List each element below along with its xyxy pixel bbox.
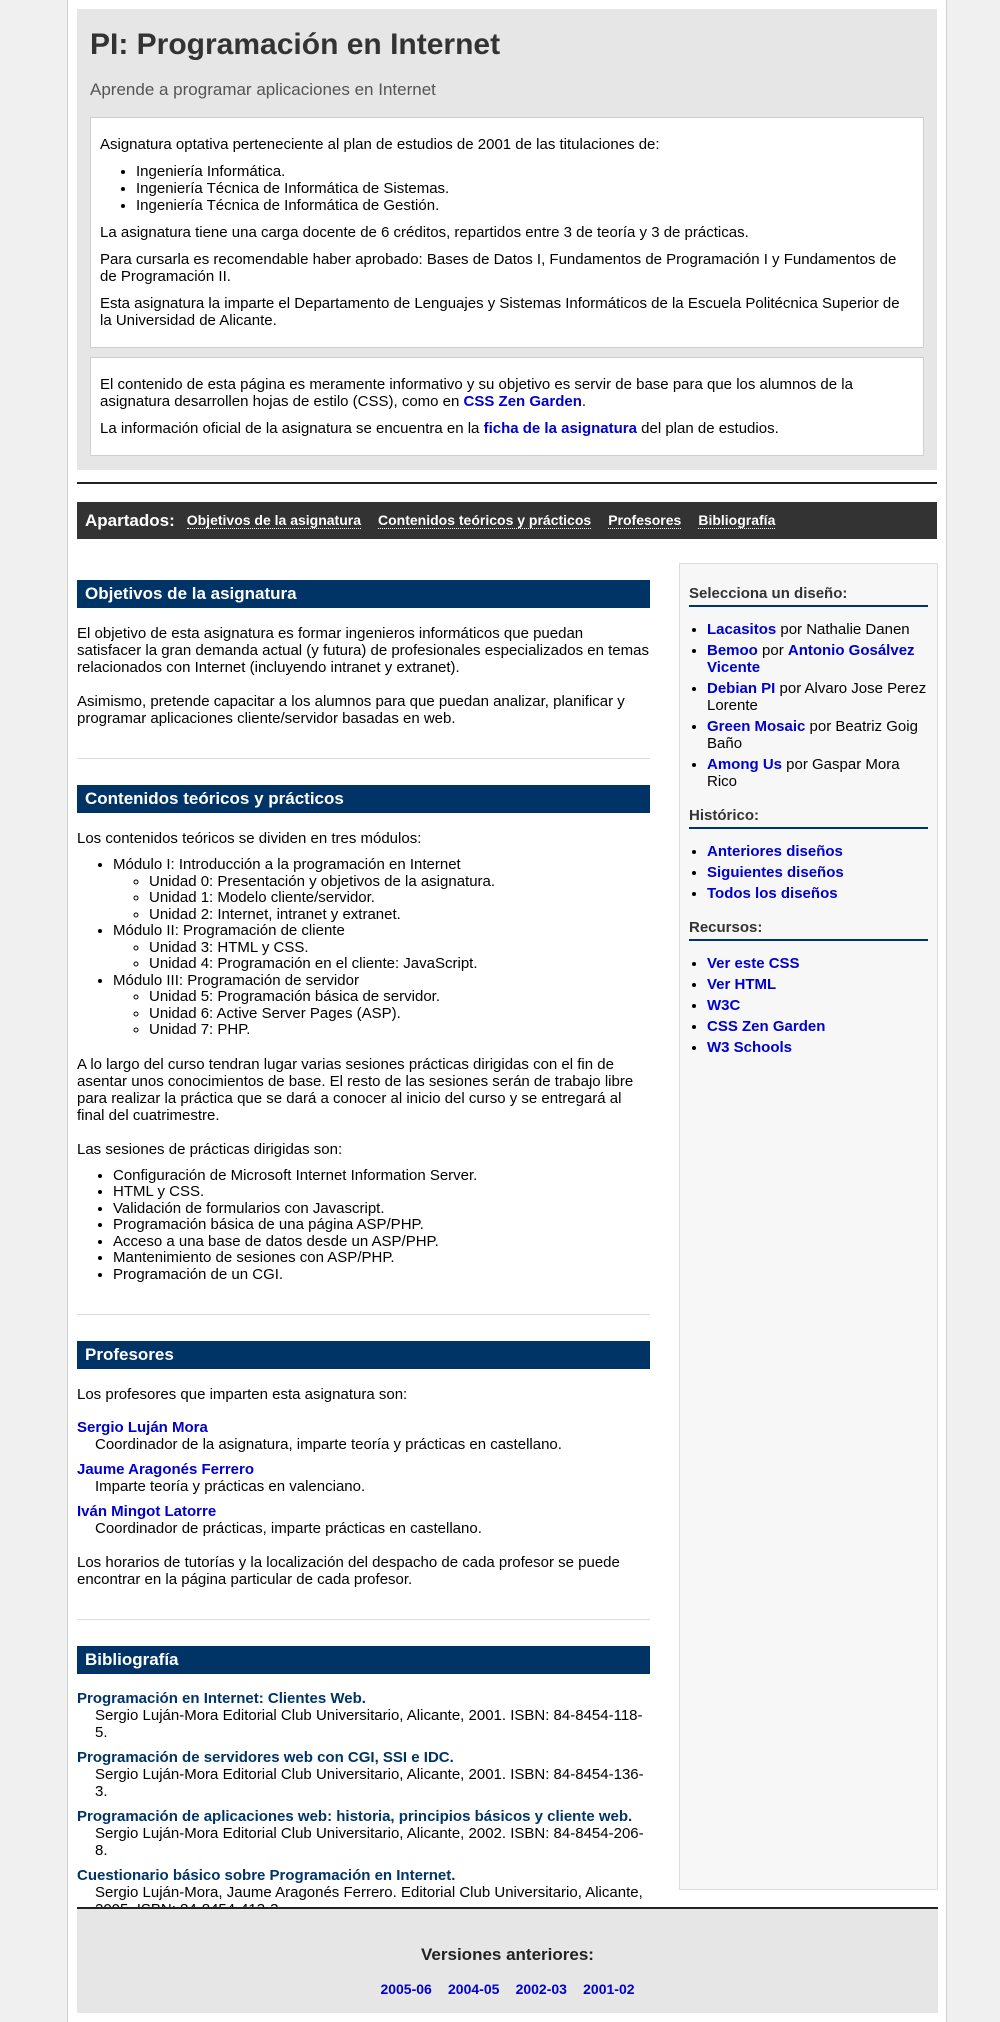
resource-link[interactable]: W3 Schools: [707, 1039, 793, 1056]
version-link[interactable]: 2005-06: [380, 1981, 432, 1997]
design-link[interactable]: Green Mosaic: [707, 718, 806, 735]
version-link[interactable]: 2001-02: [583, 1981, 635, 1997]
resources-heading: Recursos:: [689, 918, 928, 941]
history-heading: Histórico:: [689, 806, 928, 829]
nav-item-bibliografia[interactable]: Bibliografía: [698, 512, 776, 528]
official-info-text: La información oficial de la asignatura se encuentra en la ficha de la asignatura del plan de estudios.: [100, 420, 779, 437]
nav-label: Apartados:: [85, 510, 175, 530]
book-link[interactable]: Programación en Internet: Clientes Web.: [77, 1690, 366, 1707]
book-desc: Sergio Luján-Mora, Jaume Aragonés Ferrero. Editorial Club Universitario, Alicante,: [95, 1884, 643, 1901]
paragraph: El objetivo de esta asignatura es formar ingenieros informáticos que puedan satisfacer la gran demanda actual (y futura) de profesionales especializados en temas relacionados con Internet (incluyendo intranet y extranet).: [77, 625, 649, 676]
version-link[interactable]: 2004-05: [448, 1981, 500, 1997]
design-link[interactable]: Debian PI: [707, 680, 776, 697]
professor-link[interactable]: Sergio Luján Mora: [77, 1419, 208, 1436]
prerequisites-text: Para cursarla es recomendable haber aprobado: Bases de Datos I, Fundamentos de Programación I y Fundamentos de de Programación II.: [100, 251, 897, 285]
session-item: • Programación de un CGI.: [113, 1267, 650, 1284]
unit-item: ◦ Unidad 4: Programación en el cliente: JavaScript.: [149, 956, 650, 973]
unit-item: ◦ Unidad 7: PHP.: [149, 1022, 650, 1039]
sidebar: [679, 563, 938, 1890]
session-list: [77, 1168, 650, 1284]
unit-item: ◦ Unidad 1: Modelo cliente/servidor.: [149, 890, 650, 907]
nav-item-profesores[interactable]: Profesores: [608, 512, 682, 528]
design-author: Beatriz Goig Baño: [707, 718, 918, 752]
design-list: [689, 621, 928, 790]
css-zen-garden-link[interactable]: CSS Zen Garden: [463, 393, 582, 410]
session-item: • Programación básica de una página ASP/PHP.: [113, 1217, 650, 1234]
professor-desc: Coordinador de la asignatura, imparte teoría y prácticas en castellano.: [95, 1436, 562, 1453]
paragraph: Los profesores que imparten esta asignatura son:: [77, 1386, 408, 1403]
footer: [77, 1907, 938, 2013]
resource-link[interactable]: W3C: [707, 997, 741, 1014]
resource-link[interactable]: Ver HTML: [707, 976, 777, 993]
resource-link[interactable]: Ver este CSS: [707, 955, 800, 972]
design-item: • Lacasitos por Nathalie Danen: [707, 621, 928, 638]
professor-desc: Imparte teoría y prácticas en valenciano.: [95, 1478, 366, 1495]
degree-item: • Ingeniería Técnica de Informática de Gestión.: [136, 197, 914, 214]
section-divider: [77, 758, 650, 759]
previous-versions: [77, 1981, 938, 1998]
professor-link[interactable]: Iván Mingot Latorre: [77, 1503, 217, 1520]
section-divider: [77, 1619, 650, 1620]
page: [67, 0, 947, 2022]
session-item: • HTML y CSS.: [113, 1184, 650, 1201]
divider: [77, 482, 937, 484]
design-author: Alvaro Jose Perez Lorente: [707, 680, 927, 714]
design-author-link[interactable]: Antonio Gosálvez Vicente: [707, 642, 915, 676]
session-item: • Mantenimiento de sesiones con ASP/PHP.: [113, 1250, 650, 1267]
unit-item: ◦ Unidad 3: HTML y CSS.: [149, 940, 650, 957]
nav-item-objetivos[interactable]: Objetivos de la asignatura: [186, 512, 362, 528]
intro-box: [90, 117, 924, 348]
section-objetivos: [77, 580, 650, 759]
paragraph: Asimismo, pretende capacitar a los alumnos para que puedan analizar, planificar y programar aplicaciones cliente/servidor basadas en web.: [77, 693, 625, 727]
header: [77, 9, 937, 470]
professor-list: [77, 1419, 650, 1537]
module-item: • Módulo II: Programación de cliente ◦ Unidad 3: HTML y CSS. ◦ Unidad 4: Programación en el cliente: JavaScript.: [113, 923, 650, 973]
section-divider: [77, 1314, 650, 1315]
paragraph: Los horarios de tutorías y la localización del despacho de cada profesor se puede encontrar en la página particular de cada profesor.: [77, 1554, 620, 1588]
design-item: • Bemoo por Antonio Gosálvez Vicente: [707, 642, 928, 676]
notice-text: El contenido de esta página es meramente informativo y su objetivo es servir de base para que los alumnos de la asignatura desarrollen hojas de estilo (CSS), como en CSS Zen Garden.: [100, 376, 853, 410]
section-contenidos: [77, 785, 650, 1315]
paragraph: A lo largo del curso tendran lugar varias sesiones prácticas dirigidas con el fin de asentar unos conocimientos de base. El resto de las sesiones serán de trabajo libre para realizar la práctica que se dará a conocer al inicio del curso y se entregará al final del cuatrimestre.: [77, 1055, 634, 1124]
module-item: • Módulo I: Introducción a la programación en Internet ◦ Unidad 0: Presentación y objetivos de la asignatura. ◦ Unidad 1: Modelo cliente/servidor. ◦ Unidad 2: Internet, intranet y extranet.: [113, 857, 650, 923]
design-item: • Debian PI por Alvaro Jose Perez Lorente: [707, 680, 928, 714]
footer-title: Versiones anteriores:: [421, 1945, 594, 1964]
resource-link[interactable]: CSS Zen Garden: [707, 1018, 826, 1035]
history-link[interactable]: Siguientes diseños: [707, 864, 844, 881]
nav-item-contenidos[interactable]: Contenidos teóricos y prácticos: [378, 512, 592, 528]
unit-item: ◦ Unidad 2: Internet, intranet y extranet.: [149, 907, 650, 924]
degree-item: • Ingeniería Técnica de Informática de Sistemas.: [136, 180, 914, 197]
history-link[interactable]: Anteriores diseños: [707, 843, 843, 860]
version-link[interactable]: 2002-03: [515, 1981, 567, 1997]
history-list: [689, 843, 928, 902]
design-link[interactable]: Among Us: [707, 756, 782, 773]
paragraph: Las sesiones de prácticas dirigidas son:: [77, 1140, 343, 1158]
degree-list: [100, 163, 914, 214]
session-item: • Configuración de Microsoft Internet Information Server.: [113, 1168, 650, 1185]
section-bibliografia: [77, 1646, 650, 1950]
ficha-link[interactable]: ficha de la asignatura: [483, 420, 637, 437]
intro-text: Asignatura optativa perteneciente al plan de estudios de 2001 de las titulaciones de:: [100, 136, 660, 153]
design-item: • Green Mosaic por Beatriz Goig Baño: [707, 718, 928, 752]
design-link[interactable]: Lacasitos: [707, 621, 777, 638]
section-title: Bibliografía: [77, 1646, 650, 1674]
notice-box: [90, 357, 924, 456]
design-author: Nathalie Danen: [806, 621, 910, 638]
book-link[interactable]: Programación de servidores web con CGI, SSI e IDC.: [77, 1749, 454, 1766]
nav-bar: [77, 502, 937, 539]
book-desc: Sergio Luján-Mora Editorial Club Universitario, Alicante, 2001. ISBN: 84-8454-136-3.: [95, 1766, 644, 1800]
unit-item: ◦ Unidad 0: Presentación y objetivos de la asignatura.: [149, 874, 650, 891]
session-item: • Acceso a una base de datos desde un ASP/PHP.: [113, 1234, 650, 1251]
book-link[interactable]: Programación de aplicaciones web: historia, principios básicos y cliente web.: [77, 1808, 633, 1825]
section-profesores: [77, 1341, 650, 1620]
paragraph: Los contenidos teóricos se dividen en tres módulos:: [77, 830, 422, 847]
unit-item: ◦ Unidad 6: Active Server Pages (ASP).: [149, 1006, 650, 1023]
main-content: [77, 580, 650, 1976]
section-title: Profesores: [77, 1341, 650, 1369]
module-list: [77, 857, 650, 1039]
book-link[interactable]: Cuestionario básico sobre Programación en Internet.: [77, 1867, 456, 1884]
module-item: • Módulo III: Programación de servidor ◦ Unidad 5: Programación básica de servidor. ◦ Unidad 6: Active Server Pages (ASP). ◦ Unidad 7: PHP.: [113, 973, 650, 1039]
session-item: • Validación de formularios con Javascript.: [113, 1201, 650, 1218]
design-link[interactable]: Bemoo: [707, 642, 758, 659]
professor-desc: Coordinador de prácticas, imparte prácticas en castellano.: [95, 1520, 482, 1537]
degree-item: • Ingeniería Informática.: [136, 163, 914, 180]
department-text: Esta asignatura la imparte el Departamento de Lenguajes y Sistemas Informáticos de la Escuela Politécnica Superior de la Universidad de Alicante.: [100, 295, 900, 329]
resources-list: [689, 955, 928, 1056]
credits-text: La asignatura tiene una carga docente de 6 créditos, repartidos entre 3 de teoría y 3 de prácticas.: [100, 224, 749, 241]
design-author: Gaspar Mora Rico: [707, 756, 900, 790]
page-title: PI: Programación en Internet: [90, 28, 501, 61]
section-title: Contenidos teóricos y prácticos: [77, 785, 650, 813]
unit-item: ◦ Unidad 5: Programación básica de servidor.: [149, 989, 650, 1006]
book-desc: Sergio Luján-Mora Editorial Club Universitario, Alicante, 2002. ISBN: 84-8454-206-8.: [95, 1825, 644, 1859]
book-list: [77, 1690, 650, 1918]
professor-link[interactable]: Jaume Aragonés Ferrero: [77, 1461, 255, 1478]
history-link[interactable]: Todos los diseños: [707, 885, 838, 902]
section-title: Objetivos de la asignatura: [77, 580, 650, 608]
designs-heading: Selecciona un diseño:: [689, 584, 928, 607]
design-item: • Among Us por Gaspar Mora Rico: [707, 756, 928, 790]
page-subtitle: Aprende a programar aplicaciones en Internet: [90, 80, 436, 99]
book-desc: Sergio Luján-Mora Editorial Club Universitario, Alicante, 2001. ISBN: 84-8454-118-5.: [95, 1707, 643, 1741]
